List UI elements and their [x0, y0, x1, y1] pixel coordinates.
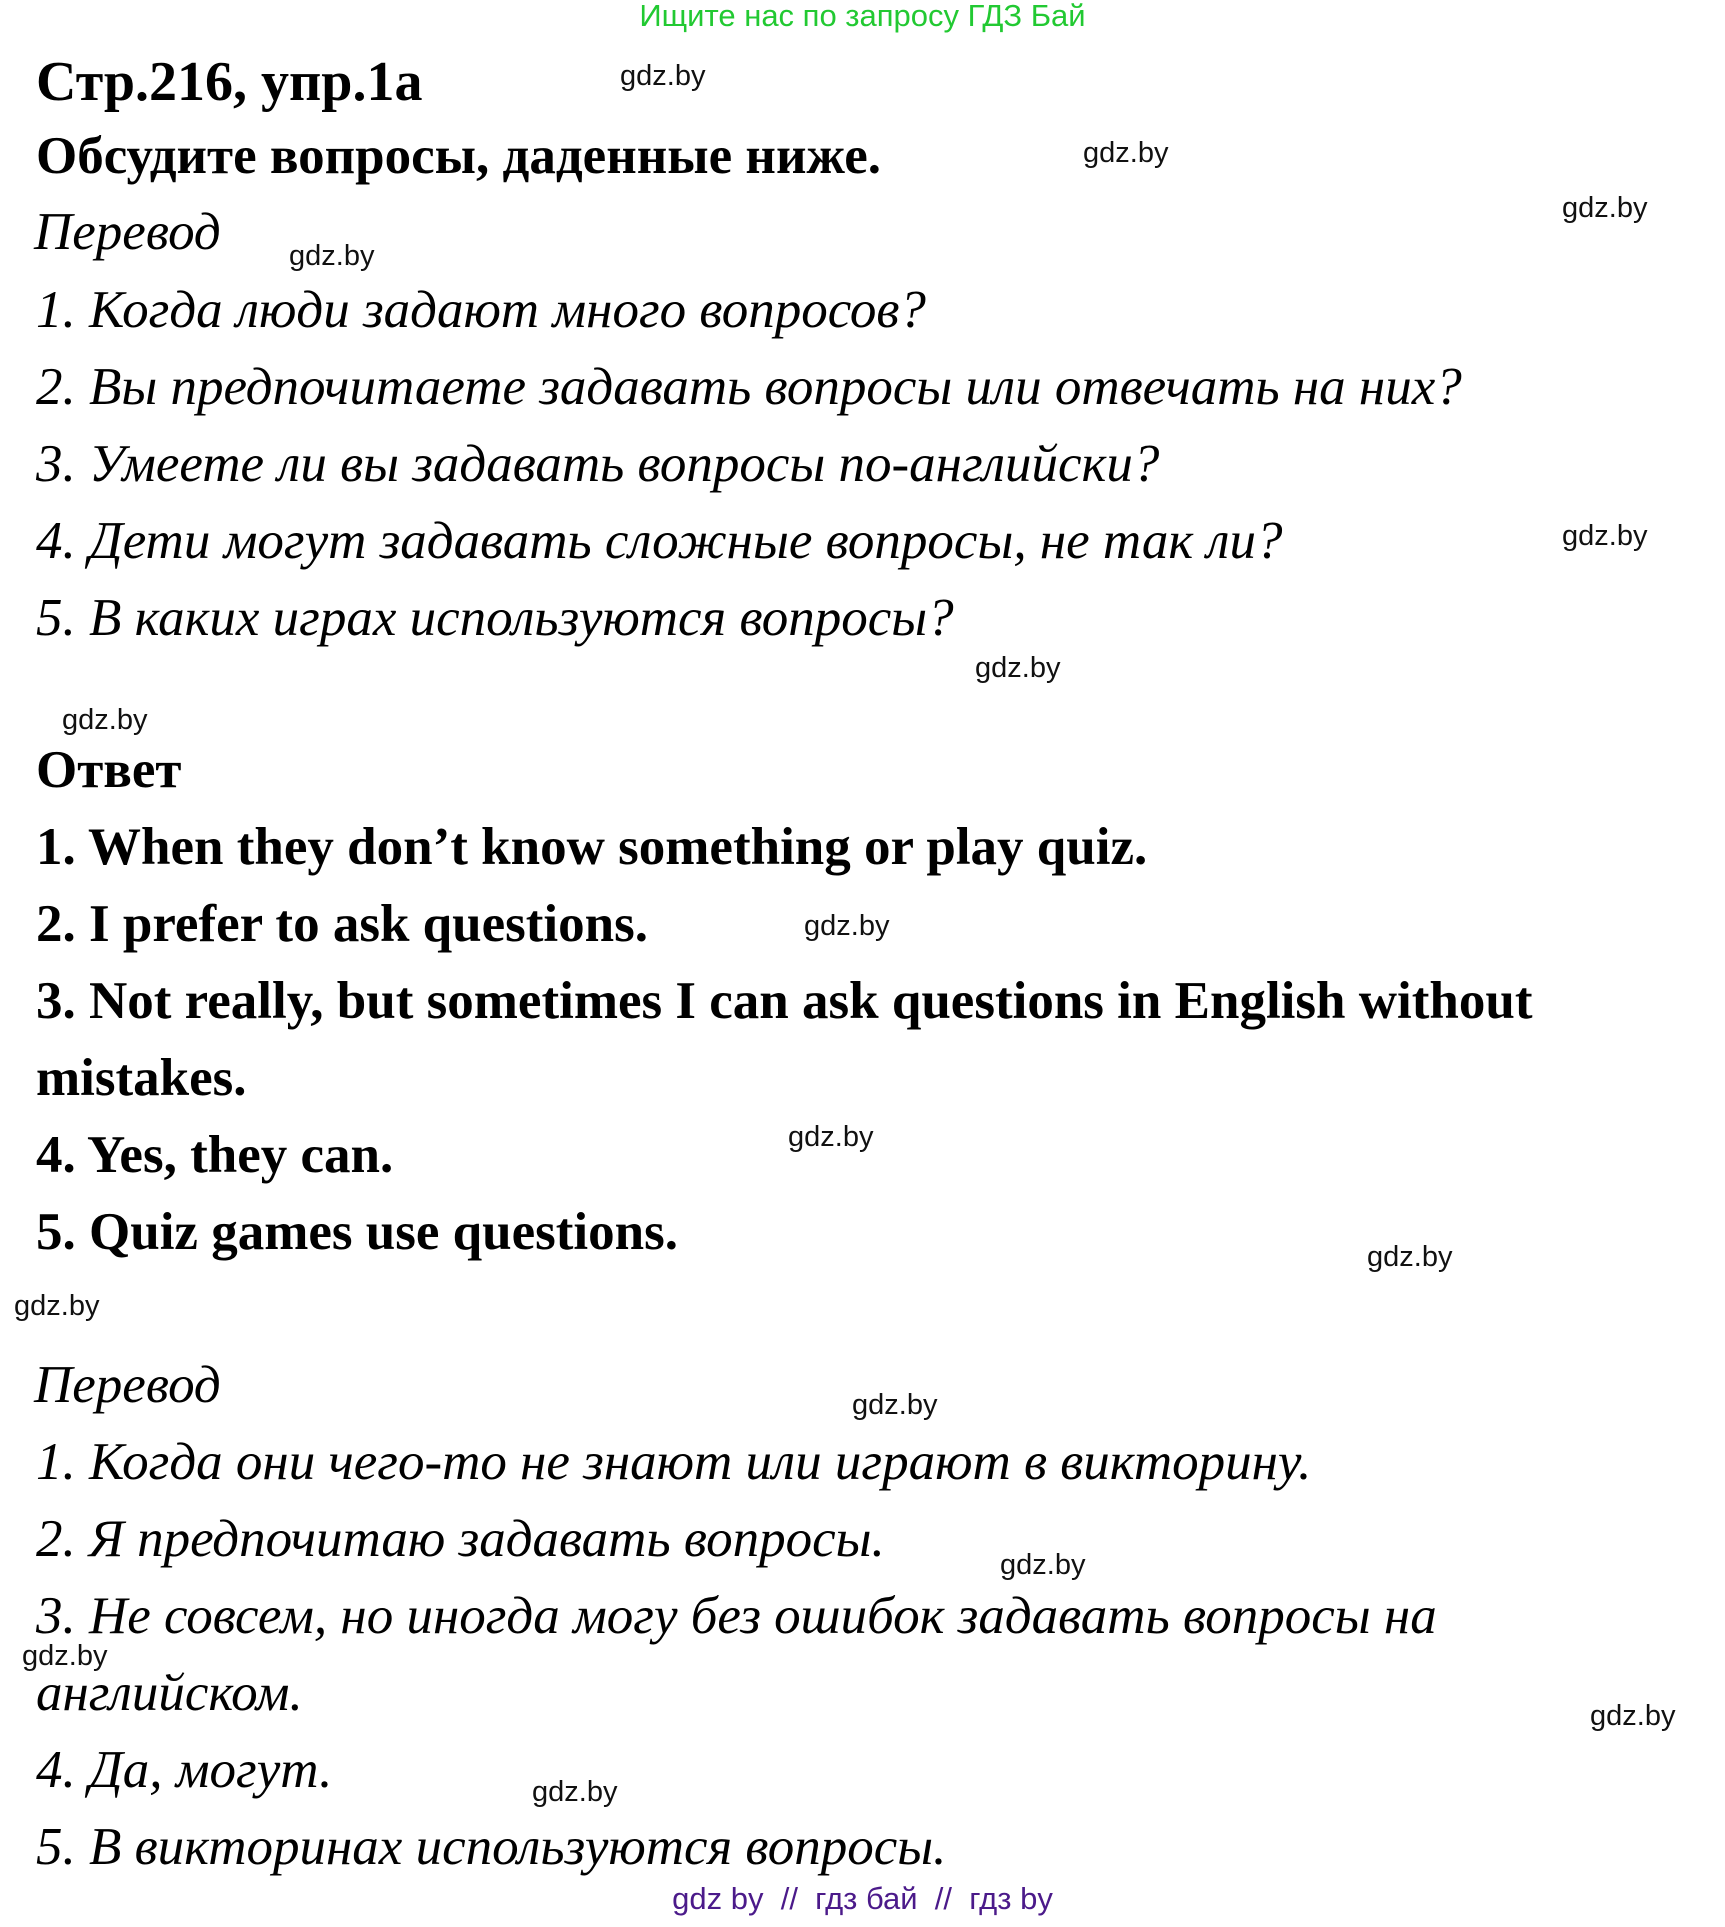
watermark: gdz.by — [620, 60, 706, 92]
watermark: gdz.by — [804, 910, 890, 942]
watermark: gdz.by — [1562, 520, 1648, 552]
answer-item: 4. Yes, they can. — [36, 1126, 394, 1184]
question-translation-item: 2. Вы предпочитаете задавать вопросы или отвечать на них? — [36, 358, 1462, 416]
question-translation-item: 1. Когда люди задают много вопросов? — [36, 281, 926, 339]
task-statement: Обсудите вопросы, даденные ниже. — [36, 127, 881, 185]
page-title: Стр.216, упр.1а — [36, 51, 423, 113]
watermark: gdz.by — [1590, 1700, 1676, 1732]
translation-heading: Перевод — [34, 1356, 221, 1414]
watermark: gdz.by — [62, 704, 148, 736]
answer-item: 2. I prefer to ask questions. — [36, 895, 649, 953]
answer-item: 1. When they don’t know something or play quiz. — [36, 818, 1148, 876]
question-translation-item: 4. Дети могут задавать сложные вопросы, не так ли? — [36, 512, 1283, 570]
watermark: gdz.by — [1562, 192, 1648, 224]
answer-item: 3. Not really, but sometimes I can ask questions in English without — [36, 972, 1533, 1030]
watermark: gdz.by — [532, 1776, 618, 1808]
answer-translation-item: 3. Не совсем, но иногда могу без ошибок задавать вопросы на — [36, 1587, 1437, 1645]
watermark: gdz.by — [1083, 137, 1169, 169]
answer-translation-item-continuation: английском. — [36, 1664, 303, 1722]
watermark: gdz.by — [22, 1640, 108, 1672]
footer-links[interactable]: gdz by // гдз бай // гдз by — [672, 1881, 1053, 1916]
answer-item-continuation: mistakes. — [36, 1049, 247, 1107]
translation-heading: Перевод — [34, 203, 221, 261]
search-banner[interactable]: Ищите нас по запросу ГДЗ Бай — [639, 0, 1086, 33]
watermark: gdz.by — [1000, 1549, 1086, 1581]
answer-item: 5. Quiz games use questions. — [36, 1203, 678, 1261]
answer-translation-item: 2. Я предпочитаю задавать вопросы. — [36, 1510, 885, 1568]
answer-translation-item: 5. В викторинах используются вопросы. — [36, 1818, 947, 1876]
watermark: gdz.by — [14, 1290, 100, 1322]
question-translation-item: 3. Умеете ли вы задавать вопросы по-английски? — [36, 435, 1160, 493]
watermark: gdz.by — [289, 240, 375, 272]
watermark: gdz.by — [788, 1121, 874, 1153]
watermark: gdz.by — [1367, 1241, 1453, 1273]
answer-heading: Ответ — [36, 741, 182, 799]
answer-translation-item: 1. Когда они чего-то не знают или играют в викторину. — [36, 1433, 1312, 1491]
watermark: gdz.by — [975, 652, 1061, 684]
question-translation-item: 5. В каких играх используются вопросы? — [36, 589, 954, 647]
watermark: gdz.by — [852, 1389, 938, 1421]
answer-translation-item: 4. Да, могут. — [36, 1741, 333, 1799]
